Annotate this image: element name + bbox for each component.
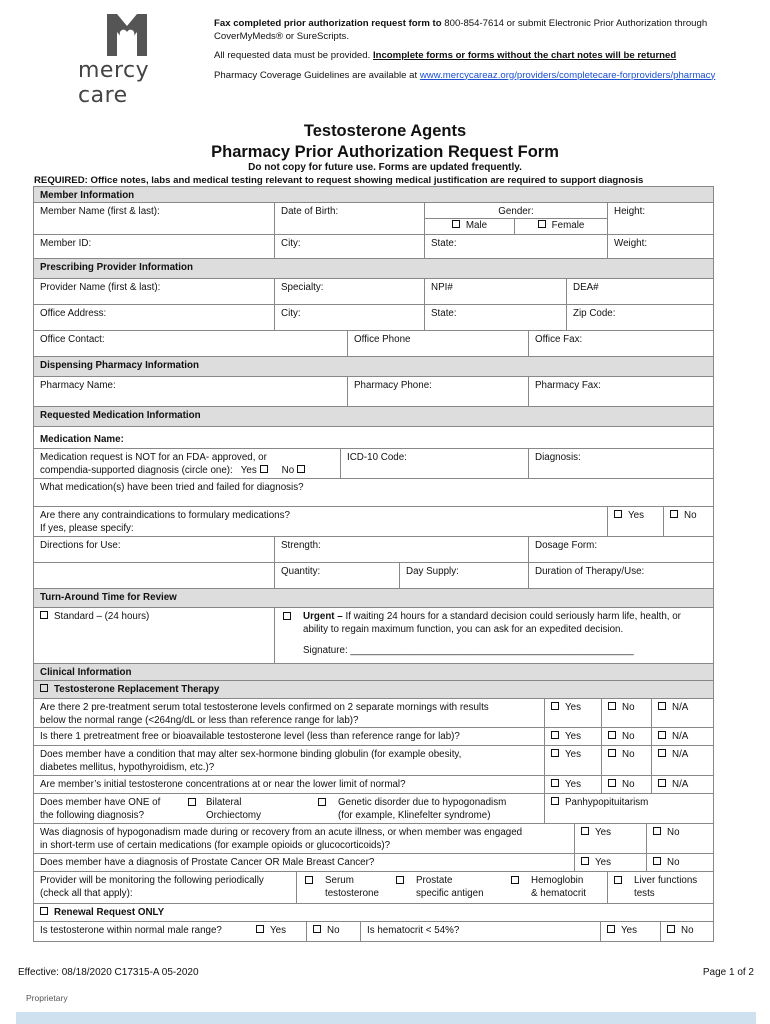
q3-no-label: No [622, 749, 635, 760]
contra-yes[interactable] [607, 507, 663, 536]
incomplete-warning: Incomplete forms or forms without the chart notes will be returned [372, 50, 677, 61]
trt-section[interactable] [34, 681, 713, 698]
q3-line2: diabetes mellitus, hypothyroidism, etc.)? [40, 762, 215, 773]
member-city-field[interactable]: City: [274, 235, 424, 258]
q7-yes-checkbox-icon[interactable] [581, 857, 589, 865]
question-8 [34, 872, 296, 903]
fax-instruction-rest: 800-854-7614 or submit Electronic Prior Authorization through CoverMyMeds® or SureScripts. [214, 18, 708, 42]
q1-yes[interactable] [544, 699, 601, 727]
trt-checkbox-icon[interactable] [40, 684, 48, 692]
fda-question-line1: Medication request is NOT for an FDA- approved, or [40, 452, 267, 463]
section-turnaround: Turn-Around Time for Review [34, 589, 713, 607]
tried-failed-field[interactable]: What medication(s) have been tried and failed for diagnosis? [40, 482, 304, 493]
q6-yes[interactable] [574, 824, 646, 853]
bilateral-checkbox-icon[interactable] [188, 798, 196, 806]
contra-no-checkbox-icon[interactable] [670, 510, 678, 518]
q3-yes-label: Yes [565, 749, 581, 760]
q2-na[interactable] [651, 728, 713, 745]
q10-yes-label: Yes [621, 925, 637, 936]
renewal-option[interactable] [34, 904, 713, 921]
q2-yes-checkbox-icon[interactable] [551, 731, 559, 739]
q4-no-label: No [622, 779, 635, 790]
q4-no-checkbox-icon[interactable] [608, 779, 616, 787]
npi-field[interactable]: NPI# [424, 279, 566, 304]
office-contact-field[interactable]: Office Contact: [40, 334, 105, 345]
q1-yes-checkbox-icon[interactable] [551, 702, 559, 710]
contra-yes-label: Yes [628, 510, 644, 521]
q3-no[interactable] [601, 746, 651, 775]
liver-label2: tests [634, 888, 655, 899]
form-subtitle: Do not copy for future use. Forms are updated frequently. [248, 162, 522, 173]
directions-field[interactable]: Directions for Use: [40, 540, 121, 551]
section-medication: Requested Medication Information [34, 407, 713, 426]
required-data-note: All requested data must be provided. [214, 50, 373, 61]
hgb-label2: & hematocrit [531, 888, 586, 899]
q3-line1: Does member have a condition that may alter sex-hormone binding globulin (for example obesity, [40, 749, 462, 760]
q6-line2: in short-term use of certain medications (for example opioids or glucocorticoids)? [40, 840, 391, 851]
member-state-field[interactable]: State: [424, 235, 607, 258]
genetic-label1: Genetic disorder due to hypogonadism [338, 797, 507, 808]
guidelines-text: Pharmacy Coverage Guidelines are available at [214, 69, 420, 81]
q8-line2: (check all that apply): [40, 888, 133, 899]
q7-yes-label: Yes [595, 857, 611, 868]
effective-date: Effective: 08/18/2020 C17315-A 05-2020 [18, 967, 199, 978]
panhypo-checkbox-icon[interactable] [551, 797, 559, 805]
q3-yes-checkbox-icon[interactable] [551, 749, 559, 757]
fda-no-checkbox-icon[interactable] [297, 465, 305, 473]
psa-option[interactable] [392, 872, 507, 903]
question-4: Are member’s initial testosterone concentrations at or near the lower limit of normal? [40, 779, 406, 790]
q3-yes[interactable] [544, 746, 601, 775]
q10-no-label: No [681, 925, 694, 936]
q4-na[interactable] [651, 776, 713, 793]
q6-no-label: No [667, 827, 680, 838]
q6-yes-checkbox-icon[interactable] [581, 827, 589, 835]
office-state-field[interactable]: State: [424, 305, 566, 330]
male-label: Male [465, 220, 488, 231]
genetic-label2: (for example, Klinefelter syndrome) [338, 810, 491, 821]
q2-no-checkbox-icon[interactable] [608, 731, 616, 739]
q4-yes[interactable] [544, 776, 601, 793]
header-instructions [214, 18, 744, 89]
standard-label: Standard – (24 hours) [54, 611, 150, 622]
hgb-label1: Hemoglobin [531, 875, 584, 886]
q2-no-label: No [622, 731, 635, 742]
office-city-field[interactable]: City: [274, 305, 424, 330]
urgent-option[interactable] [274, 608, 713, 663]
liver-checkbox-icon[interactable] [614, 876, 622, 884]
section-pharmacy: Dispensing Pharmacy Information [34, 357, 713, 376]
question-7: Does member have a diagnosis of Prostate Cancer OR Male Breast Cancer? [40, 857, 375, 868]
hgb-checkbox-icon[interactable] [511, 876, 519, 884]
fda-question-line2: compendia-supported diagnosis (circle one): [40, 465, 233, 476]
strength-field[interactable]: Strength: [274, 537, 528, 562]
icd10-field[interactable]: ICD-10 Code: [340, 449, 528, 478]
fda-question [34, 449, 340, 478]
quantity-field[interactable]: Quantity: [274, 563, 399, 588]
q7-no-label: No [667, 857, 680, 868]
urgent-text: If waiting 24 hours for a standard decision could seriously harm life, health, or ability to regain maximum function, you can ask for an expedited decision. [303, 611, 681, 635]
bilateral-option[interactable] [182, 794, 312, 823]
page-number: Page 1 of 2 [702, 967, 754, 978]
serum-checkbox-icon[interactable] [305, 876, 313, 884]
contra-yes-checkbox-icon[interactable] [614, 510, 622, 518]
q2-yes-label: Yes [565, 731, 581, 742]
dea-field[interactable]: DEA# [566, 279, 713, 304]
mercy-care-logo [78, 14, 188, 108]
gender-field [424, 203, 607, 234]
section-member: Member Information [34, 187, 713, 202]
q9-no[interactable] [306, 922, 360, 941]
q10-yes-checkbox-icon[interactable] [607, 925, 615, 933]
form-title: Pharmacy Prior Authorization Request Form [211, 143, 559, 161]
q6-line1: Was diagnosis of hypogonadism made during or recovery from an acute illness, or when member was engaged [40, 827, 523, 838]
q2-na-label: N/A [672, 731, 689, 742]
dosage-form-field[interactable]: Dosage Form: [528, 537, 713, 562]
q10-no-checkbox-icon[interactable] [667, 925, 675, 933]
q1-no-label: No [622, 702, 635, 713]
q2-yes[interactable] [544, 728, 601, 745]
q5-line1: Does member have ONE of [40, 797, 161, 808]
question-10: Is hematocrit < 54%? [360, 922, 600, 941]
q4-yes-label: Yes [565, 779, 581, 790]
q6-no[interactable] [646, 824, 713, 853]
required-note: REQUIRED: Office notes, labs and medical testing relevant to request showing medical justification are required to support diagnosis [34, 175, 644, 186]
proprietary-label: Proprietary [26, 993, 68, 1003]
trt-label: Testosterone Replacement Therapy [54, 684, 220, 695]
contra-no[interactable] [663, 507, 713, 536]
question-2: Is there 1 pretreatment free or bioavailable testosterone level (less than reference range for lab)? [40, 731, 460, 742]
contraindications-question [34, 507, 607, 536]
weight-field[interactable]: Weight: [607, 235, 713, 258]
contra-no-label: No [684, 510, 697, 521]
member-name-field[interactable]: Member Name (first & last): [40, 206, 160, 217]
genetic-option[interactable] [312, 794, 544, 823]
q1-no-checkbox-icon[interactable] [608, 702, 616, 710]
pharmacy-phone-field[interactable]: Pharmacy Phone: [347, 377, 528, 406]
female-checkbox-icon[interactable] [538, 220, 546, 228]
q10-no[interactable] [660, 922, 713, 941]
liver-option[interactable] [607, 872, 713, 903]
bilateral-label1: Bilateral [206, 797, 242, 808]
q4-no[interactable] [601, 776, 651, 793]
q4-na-checkbox-icon[interactable] [658, 779, 666, 787]
bilateral-label2: Orchiectomy [206, 810, 261, 821]
section-clinical: Clinical Information [34, 664, 713, 680]
serum-label1: Serum [325, 875, 354, 886]
renewal-label: Renewal Request ONLY [54, 907, 165, 918]
q1-no[interactable] [601, 699, 651, 727]
q1-na-checkbox-icon[interactable] [658, 702, 666, 710]
office-fax-field[interactable]: Office Fax: [528, 331, 713, 356]
specialty-field[interactable]: Specialty: [274, 279, 424, 304]
q1-line1: Are there 2 pre-treatment serum total testosterone levels confirmed on 2 separate mornings with results [40, 702, 489, 713]
q3-na-label: N/A [672, 749, 689, 760]
member-id-field[interactable]: Member ID: [40, 238, 92, 249]
male-checkbox-icon[interactable] [452, 220, 460, 228]
heart-m-logo-icon [105, 14, 149, 56]
q3-na[interactable] [651, 746, 713, 775]
q4-na-label: N/A [672, 779, 689, 790]
gender-female[interactable] [515, 219, 607, 234]
q9-yes-checkbox-icon[interactable] [256, 925, 264, 933]
office-phone-field[interactable]: Office Phone [347, 331, 528, 356]
blank-cell [34, 563, 274, 588]
q6-no-checkbox-icon[interactable] [653, 827, 661, 835]
medication-name-field[interactable]: Medication Name: [40, 434, 124, 445]
q7-yes[interactable] [574, 854, 646, 871]
q7-no-checkbox-icon[interactable] [653, 857, 661, 865]
q1-na[interactable] [651, 699, 713, 727]
urgent-checkbox-icon[interactable] [283, 612, 291, 620]
duration-field[interactable]: Duration of Therapy/Use: [528, 563, 713, 588]
panhypo-option[interactable] [544, 794, 713, 823]
psa-label1: Prostate [416, 875, 453, 886]
q8-line1: Provider will be monitoring the following periodically [40, 875, 264, 886]
fda-yes-label: Yes [240, 465, 257, 476]
gender-label: Gender: [425, 203, 607, 219]
q10-yes[interactable] [600, 922, 660, 941]
liver-label1: Liver functions [634, 875, 698, 886]
serum-option[interactable] [296, 872, 392, 903]
fda-no-label: No [281, 465, 295, 476]
office-address-field[interactable]: Office Address: [40, 308, 107, 319]
q9-no-label: No [327, 925, 340, 936]
q3-na-checkbox-icon[interactable] [658, 749, 666, 757]
standard-option[interactable] [34, 608, 274, 663]
q9-yes-label: Yes [270, 925, 286, 936]
q3-no-checkbox-icon[interactable] [608, 749, 616, 757]
q2-no[interactable] [601, 728, 651, 745]
fda-yes-checkbox-icon[interactable] [260, 465, 268, 473]
q1-yes-label: Yes [565, 702, 581, 713]
zip-field[interactable]: Zip Code: [566, 305, 713, 330]
guidelines-link[interactable]: www.mercycareaz.org/providers/completecare-forproviders/pharmacy [419, 69, 716, 81]
standard-checkbox-icon[interactable] [40, 611, 48, 619]
dob-field[interactable]: Date of Birth: [274, 203, 424, 234]
question-6 [34, 824, 574, 853]
contra-text: Are there any contraindications to formulary medications? [40, 510, 290, 521]
q9-no-checkbox-icon[interactable] [313, 925, 321, 933]
serum-label2: testosterone [325, 888, 379, 899]
pharmacy-name-field[interactable]: Pharmacy Name: [40, 380, 116, 391]
renewal-checkbox-icon[interactable] [40, 907, 48, 915]
signature-line[interactable]: Signature: ____________________________________________________ [303, 645, 634, 656]
pharmacy-fax-field[interactable]: Pharmacy Fax: [528, 377, 713, 406]
q1-na-label: N/A [672, 702, 689, 713]
question-1 [34, 699, 544, 727]
contra-specify: If yes, please specify: [40, 523, 134, 534]
form-title-agents: Testosterone Agents [303, 122, 467, 140]
day-supply-field[interactable]: Day Supply: [399, 563, 528, 588]
female-label: Female [551, 220, 585, 231]
q4-yes-checkbox-icon[interactable] [551, 779, 559, 787]
q5-line2: the following diagnosis? [40, 810, 145, 821]
question-9: Is testosterone within normal male range? [40, 925, 222, 936]
form-table [33, 186, 714, 942]
logo-text: mercy care [78, 58, 150, 108]
diagnosis-field[interactable]: Diagnosis: [528, 449, 713, 478]
q1-line2: below the normal range (<264ng/dL or less than reference range for lab)? [40, 715, 359, 726]
psa-checkbox-icon[interactable] [396, 876, 404, 884]
q9-yes[interactable] [250, 922, 306, 941]
question-5 [34, 794, 182, 823]
section-prescriber: Prescribing Provider Information [34, 259, 713, 278]
fax-instruction: Fax completed prior authorization request form to [214, 18, 442, 29]
psa-label2: specific antigen [416, 888, 484, 899]
question-3 [34, 746, 544, 775]
q6-yes-label: Yes [595, 827, 611, 838]
gender-male[interactable] [425, 219, 515, 234]
height-field[interactable]: Height: [607, 203, 713, 234]
hgb-option[interactable] [507, 872, 607, 903]
q2-na-checkbox-icon[interactable] [658, 731, 666, 739]
q7-no[interactable] [646, 854, 713, 871]
genetic-checkbox-icon[interactable] [318, 798, 326, 806]
provider-name-field[interactable]: Provider Name (first & last): [40, 282, 161, 293]
footer-bar [16, 1012, 756, 1024]
panhypo-label: Panhypopituitarism [565, 797, 649, 808]
urgent-label: Urgent – [303, 611, 343, 622]
